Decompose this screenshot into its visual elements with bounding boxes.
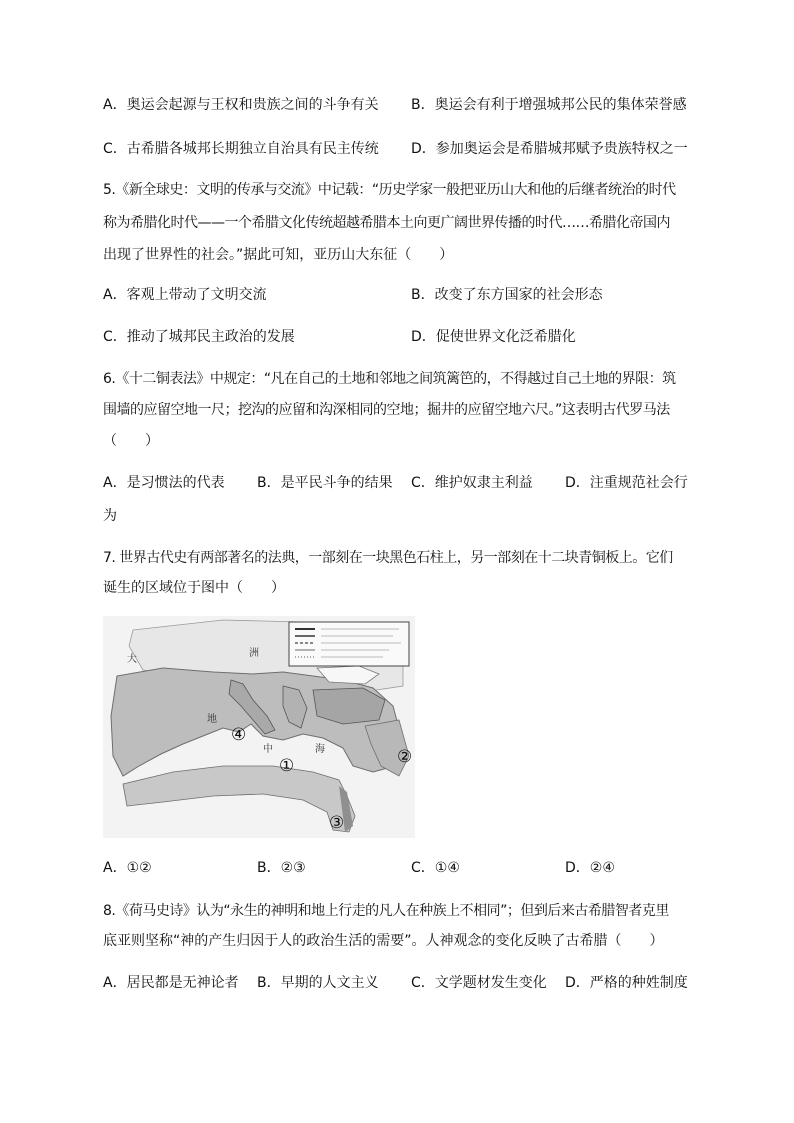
- q6-option-b: B．是平民斗争的结果: [257, 475, 393, 491]
- q5-stem-line-3: 出现了世界性的社会。”据此可知，亚历山大东征（ ）: [103, 247, 454, 263]
- q6-stem-line-1: 6.《十二铜表法》中规定：“凡在自己的土地和邻地之间筑篱笆的，不得越过自己土地的界限：筑: [103, 371, 676, 387]
- map-label-4: 中: [263, 744, 273, 755]
- map-marker-2: ②: [397, 747, 413, 767]
- map-label-5: 海: [315, 744, 325, 755]
- q8-option-b: B．早期的人文主义: [257, 975, 379, 991]
- q5-stem-line-2: 称为希腊化时代——一个希腊文化传统超越希腊本土向更广阔世界传播的时代……希腊化帝国内: [103, 215, 670, 231]
- map-graphic: [103, 616, 415, 838]
- q6-option-d-wrap: 为: [103, 508, 117, 524]
- map-marker-4: ④: [231, 725, 247, 745]
- map-label-1: 大: [127, 654, 137, 665]
- q6-option-d: D．注重规范社会行: [565, 475, 688, 491]
- q6-option-c: C．维护奴隶主利益: [411, 475, 533, 491]
- q7-stem-line-2: 诞生的区域位于图中（ ）: [103, 580, 285, 596]
- roman-empire-map: [103, 616, 415, 838]
- q8-option-d: D．严格的种姓制度: [565, 975, 688, 991]
- q5-option-b: B．改变了东方国家的社会形态: [411, 287, 603, 303]
- q4-option-d: D．参加奥运会是希腊城邦赋予贵族特权之一: [411, 141, 688, 157]
- map-label-3: 地: [207, 714, 217, 725]
- q6-option-a: A．是习惯法的代表: [103, 475, 225, 491]
- q8-option-a: A．居民都是无神论者: [103, 975, 239, 991]
- map-marker-3: ③: [329, 813, 345, 833]
- q6-stem-line-2: 围墙的应留空地一尺；挖沟的应留和沟深相同的空地；掘井的应留空地六尺。”这表明古代罗马法: [103, 402, 670, 418]
- q7-option-b: B．②③: [257, 860, 306, 876]
- q7-option-d: D．②④: [565, 860, 615, 876]
- q4-option-a: A．奥运会起源与王权和贵族之间的斗争有关: [103, 97, 379, 113]
- q4-option-c: C．古希腊各城邦长期独立自治具有民主传统: [103, 141, 379, 157]
- q5-option-d: D．促使世界文化泛希腊化: [411, 329, 576, 345]
- q6-stem-line-3: （ ）: [103, 433, 159, 449]
- q8-stem-line-2: 底亚则坚称“神的产生归因于人的政治生活的需要”。人神观念的变化反映了古希腊（ ）: [103, 933, 664, 949]
- q4-option-b: B．奥运会有利于增强城邦公民的集体荣誉感: [411, 97, 687, 113]
- q5-stem-line-1: 5.《新全球史：文明的传承与交流》中记载：“历史学家一般把亚历山大和他的后继者统治的时代: [103, 182, 676, 198]
- q8-stem-line-1: 8.《荷马史诗》认为“永生的神明和地上行走的凡人在种族上不相同”；但到后来古希腊智者克里: [103, 903, 669, 919]
- q5-option-c: C．推动了城邦民主政治的发展: [103, 329, 295, 345]
- q7-option-a: A．①②: [103, 860, 152, 876]
- q8-option-c: C．文学题材发生变化: [411, 975, 547, 991]
- map-marker-1: ①: [279, 756, 295, 776]
- q7-option-c: C．①④: [411, 860, 460, 876]
- map-label-2: 洲: [249, 648, 259, 659]
- q5-option-a: A．客观上带动了文明交流: [103, 287, 267, 303]
- q7-stem-line-1: 7. 世界古代史有两部著名的法典，一部刻在一块黑色石柱上，另一部刻在十二块青铜板上。它们: [103, 550, 673, 566]
